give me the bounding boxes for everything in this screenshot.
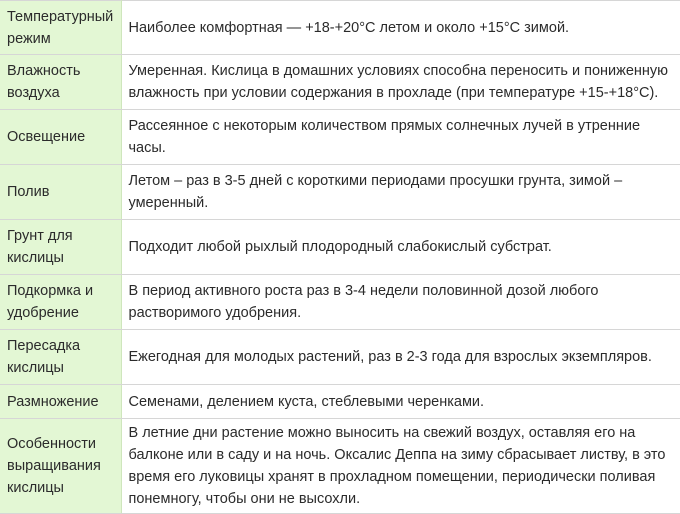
table-row <box>0 1 680 55</box>
row-value-watering: Летом – раз в 3-5 дней с короткими периодами просушки грунта, зимой – умеренный. <box>121 165 680 220</box>
table-row <box>0 220 680 275</box>
row-label-growing-features: Особенности выращивания кислицы <box>0 419 121 514</box>
row-value-soil: Подходит любой рыхлый плодородный слабокислый субстрат. <box>121 220 680 275</box>
row-value-repotting: Ежегодная для молодых растений, раз в 2-3 года для взрослых экземпляров. <box>121 330 680 385</box>
row-value-lighting: Рассеянное с некоторым количеством прямых солнечных лучей в утренние часы. <box>121 110 680 165</box>
table-row <box>0 275 680 330</box>
row-value-fertilizing: В период активного роста раз в 3-4 недели половинной дозой любого растворимого удобрения. <box>121 275 680 330</box>
table-row <box>0 330 680 385</box>
row-label-soil: Грунт для кислицы <box>0 220 121 275</box>
table-row <box>0 419 680 514</box>
row-label-humidity: Влажность воздуха <box>0 55 121 110</box>
table-row <box>0 110 680 165</box>
row-label-propagation: Размножение <box>0 385 121 419</box>
row-value-humidity: Умеренная. Кислица в домашних условиях способна переносить и пониженную влажность при условии содержания в прохладе (при температуре +15-+18°С). <box>121 55 680 110</box>
row-label-repotting: Пересадка кислицы <box>0 330 121 385</box>
row-value-growing-features: В летние дни растение можно выносить на свежий воздух, оставляя его на балконе или в саду и на ночь. Оксалис Деппа на зиму сбрасывает листву, в это время его луковицы хранят в прохладном помещении, периодически поливая понемногу, чтобы они не высохли. <box>121 419 680 514</box>
row-value-propagation: Семенами, делением куста, стеблевыми черенками. <box>121 385 680 419</box>
row-label-watering: Полив <box>0 165 121 220</box>
row-label-fertilizing: Подкормка и удобрение <box>0 275 121 330</box>
row-label-temperature: Температурный режим <box>0 1 121 55</box>
row-value-temperature: Наиболее комфортная — +18-+20°С летом и около +15°С зимой. <box>121 1 680 55</box>
table-row <box>0 385 680 419</box>
row-label-lighting: Освещение <box>0 110 121 165</box>
table-row <box>0 165 680 220</box>
table-row <box>0 55 680 110</box>
